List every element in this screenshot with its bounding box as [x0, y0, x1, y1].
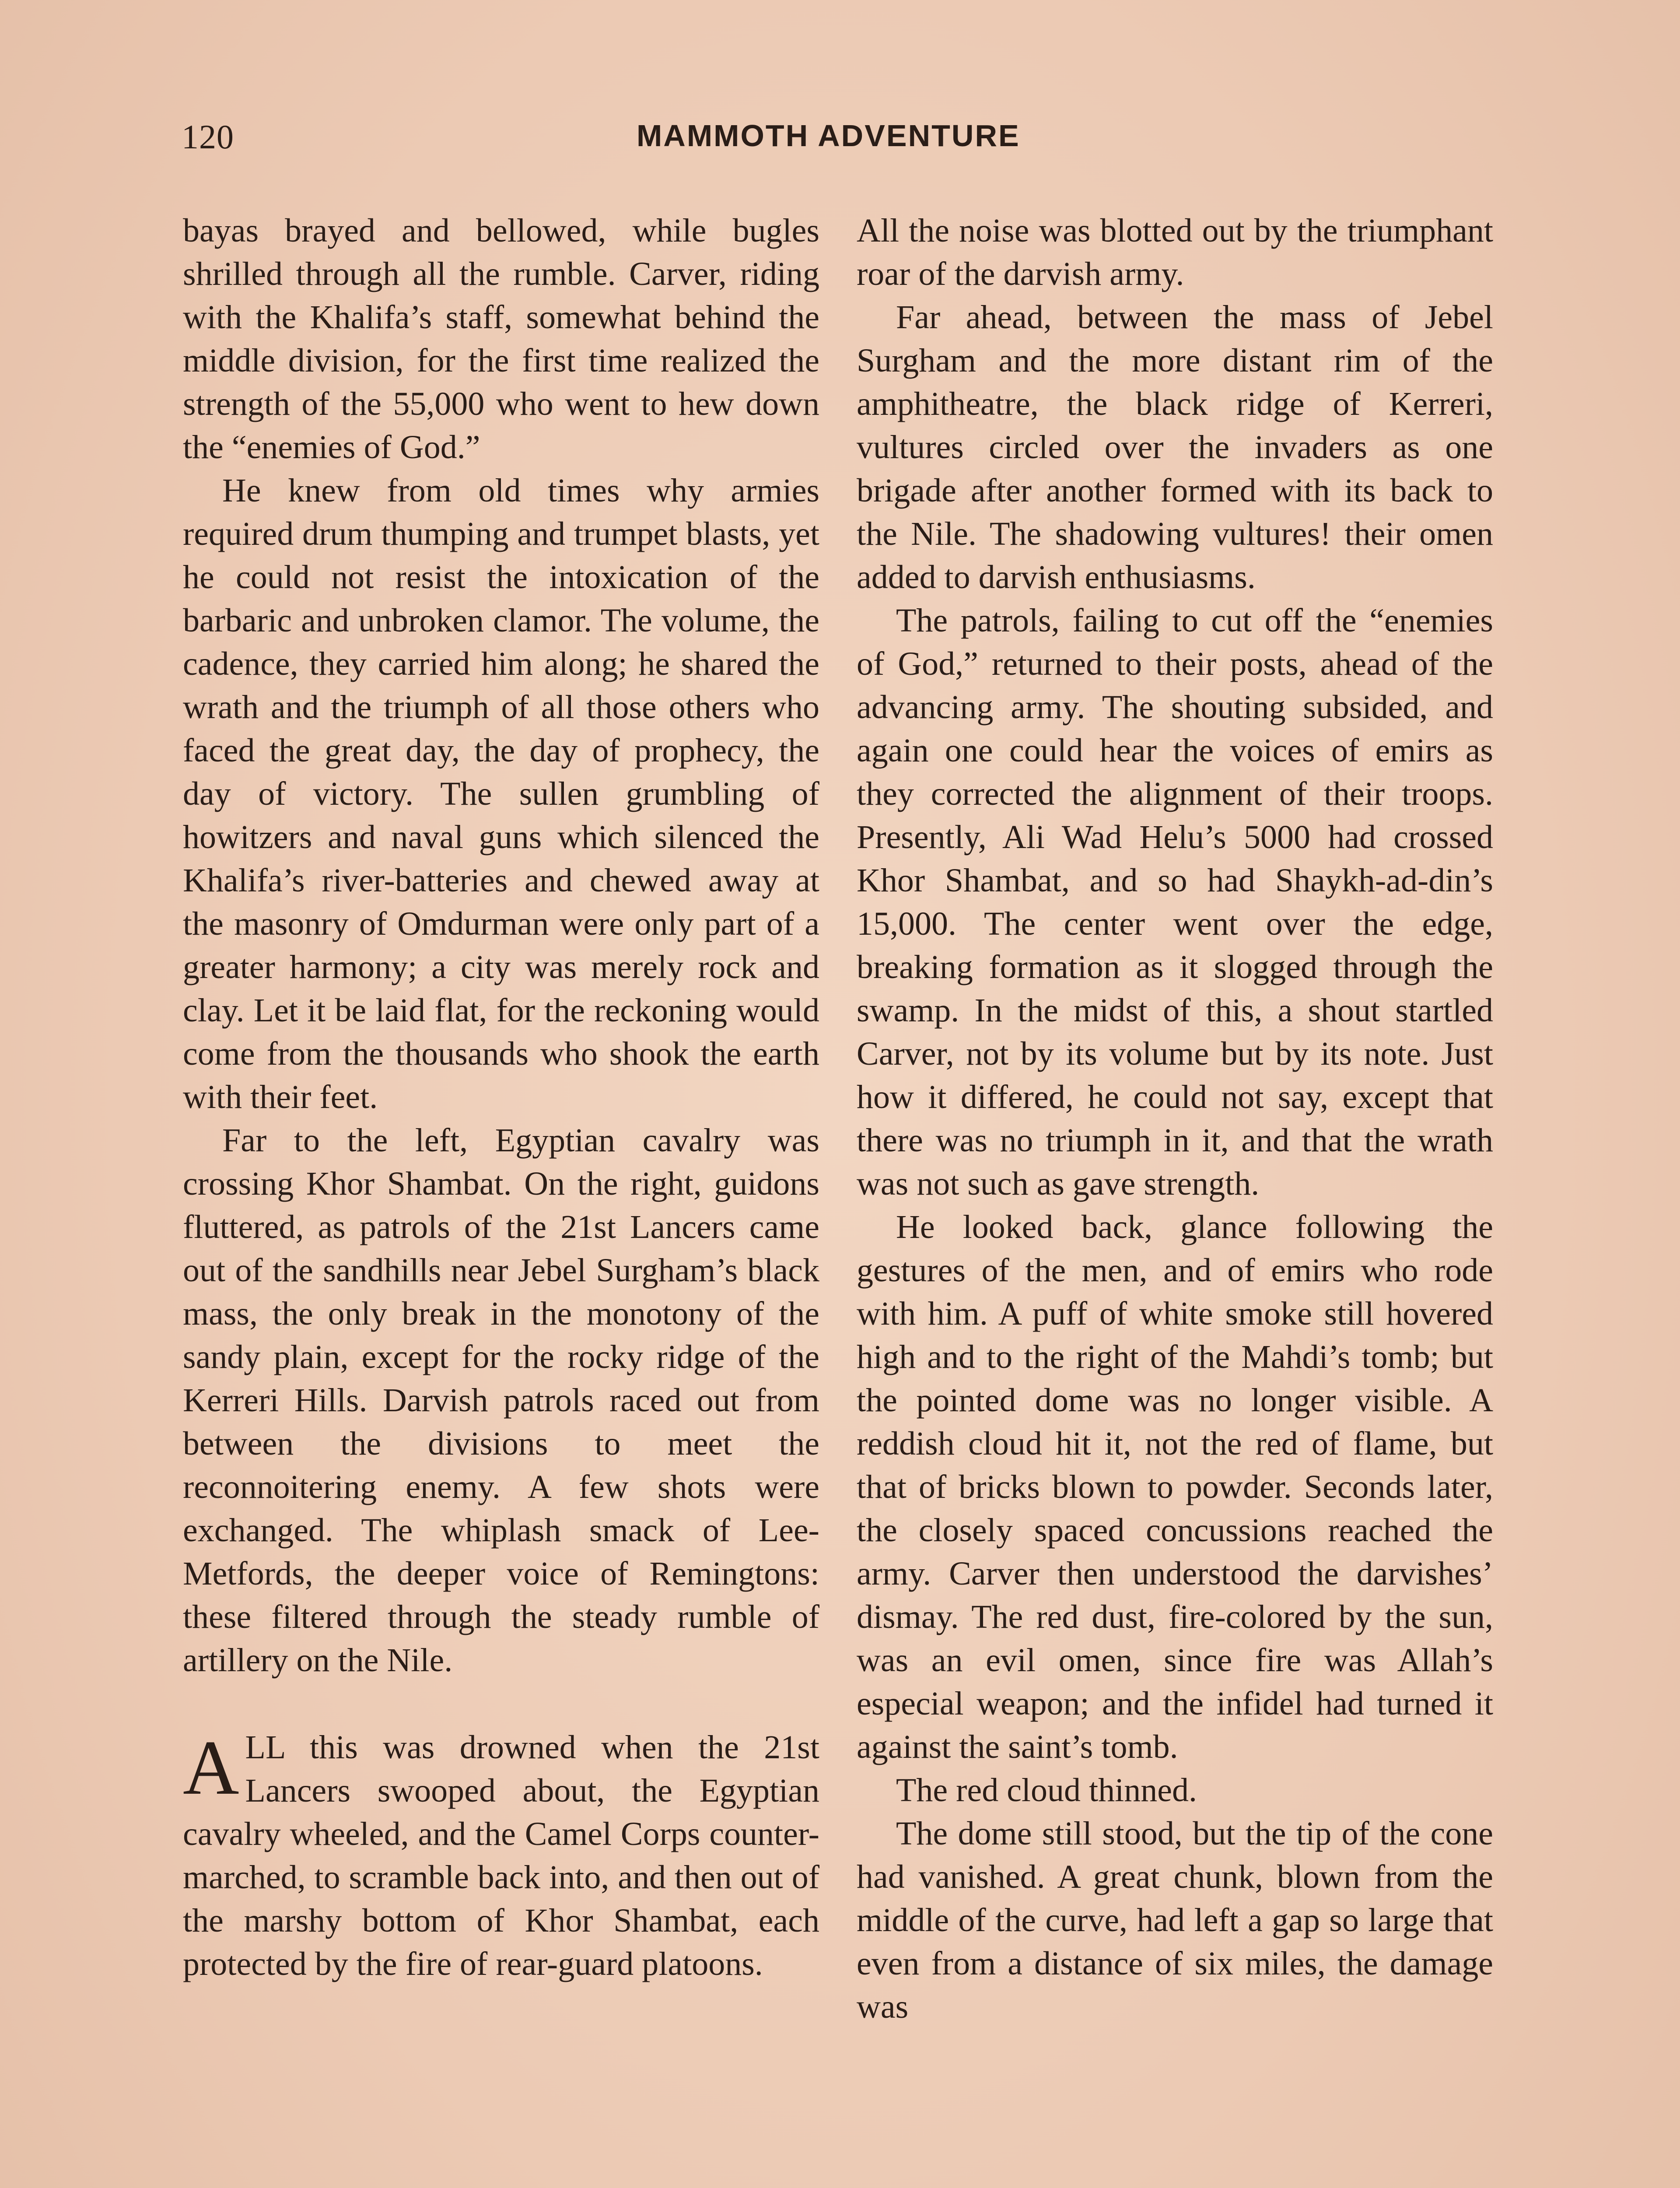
left-column	[183, 209, 819, 1986]
paragraph: The red cloud thinned.	[896, 1772, 1197, 1809]
paragraph: All the noise was blotted out by the triumphant roar of the darvish army.	[857, 212, 1493, 292]
drop-cap: A	[183, 1724, 239, 1811]
paragraph: The dome still stood, but the tip of the cone had vanished. A great chunk, blown from the middle of the curve, had left a gap so large that even from a distance of six miles, the damage was	[857, 1815, 1493, 2025]
right-column	[857, 209, 1493, 2029]
page-number: 120	[182, 118, 234, 156]
section-opening-paragraph	[183, 1726, 819, 1986]
paragraph: Far to the left, Egyptian cavalry was crossing Khor Shambat. On the right, guidons fluttered, as patrols of the 21st Lancers came out of the sandhills near Jebel Surgham’s black mass, the only break in the monotony of the sandy plain, except for the rocky ridge of the Kerreri Hills. Darvish patrols raced out from between the divisions to meet the reconnoitering enemy. A few shots were exchanged. The whiplash smack of Lee-Metfords, the deeper voice of Remingtons: these filtered through the steady rumble of artillery on the Nile.	[183, 1122, 819, 1679]
paragraph: He knew from old times why armies required drum thumping and trumpet blasts, yet he could not resist the intoxication of the barbaric and unbroken clamor. The volume, the cadence, they carried him along; he shared the wrath and the triumph of all those others who faced the great day, the day of prophecy, the day of victory. The sullen grumbling of howitzers and naval guns which silenced the Khalifa’s river-batteries and chewed away at the masonry of Omdurman were only part of a greater harmony; a city was merely rock and clay. Let it be laid flat, for the reckoning would come from the thousands who shook the earth with their feet.	[183, 472, 819, 1115]
paragraph-text: LL this was drowned when the 21st Lancers swooped about, the Egyptian cavalry wheeled, and the Camel Corps counter-marched, to scramble back into, and then out of the marshy bottom of Khor Shambat, each protected by the fire of rear-guard platoons.	[183, 1729, 819, 1982]
running-head: MAMMOTH ADVENTURE	[637, 119, 1020, 153]
paragraph: He looked back, glance following the gestures of the men, and of emirs who rode with him. A puff of white smoke still hovered high and to the right of the Mahdi’s tomb; but the pointed dome was no longer visible. A reddish cloud hit it, not the red of flame, but that of bricks blown to powder. Seconds later, the closely spaced concussions reached the army. Carver then understood the darvishes’ dismay. The red dust, fire-colored by the sun, was an evil omen, since fire was Allah’s especial weapon; and the infidel had turned it against the saint’s tomb.	[857, 1209, 1493, 1765]
paragraph: Far ahead, between the mass of Jebel Surgham and the more distant rim of the amphitheatre, the black ridge of Kerreri, vultures circled over the invaders as one brigade after another formed with its back to the Nile. The shadowing vultures! their omen added to darvish enthusiasms.	[857, 299, 1493, 596]
page-header	[182, 117, 1494, 165]
paragraph: bayas brayed and bellowed, while bugles shrilled through all the rumble. Carver, riding with the Khalifa’s staff, somewhat behind the middle division, for the first time realized the strength of the 55,000 who went to hew down the “enemies of God.”	[183, 212, 819, 466]
paragraph: The patrols, failing to cut off the “enemies of God,” returned to their posts, ahead of the advancing army. The shouting subsided, and again one could hear the voices of emirs as they corrected the alignment of their troops. Presently, Ali Wad Helu’s 5000 had crossed Khor Shambat, and so had Shaykh-ad-din’s 15,000. The center went over the edge, breaking formation as it slogged through the swamp. In the midst of this, a shout startled Carver, not by its volume but by its note. Just how it differed, he could not say, except that there was no triumph in it, and that the wrath was not such as gave strength.	[857, 602, 1493, 1202]
